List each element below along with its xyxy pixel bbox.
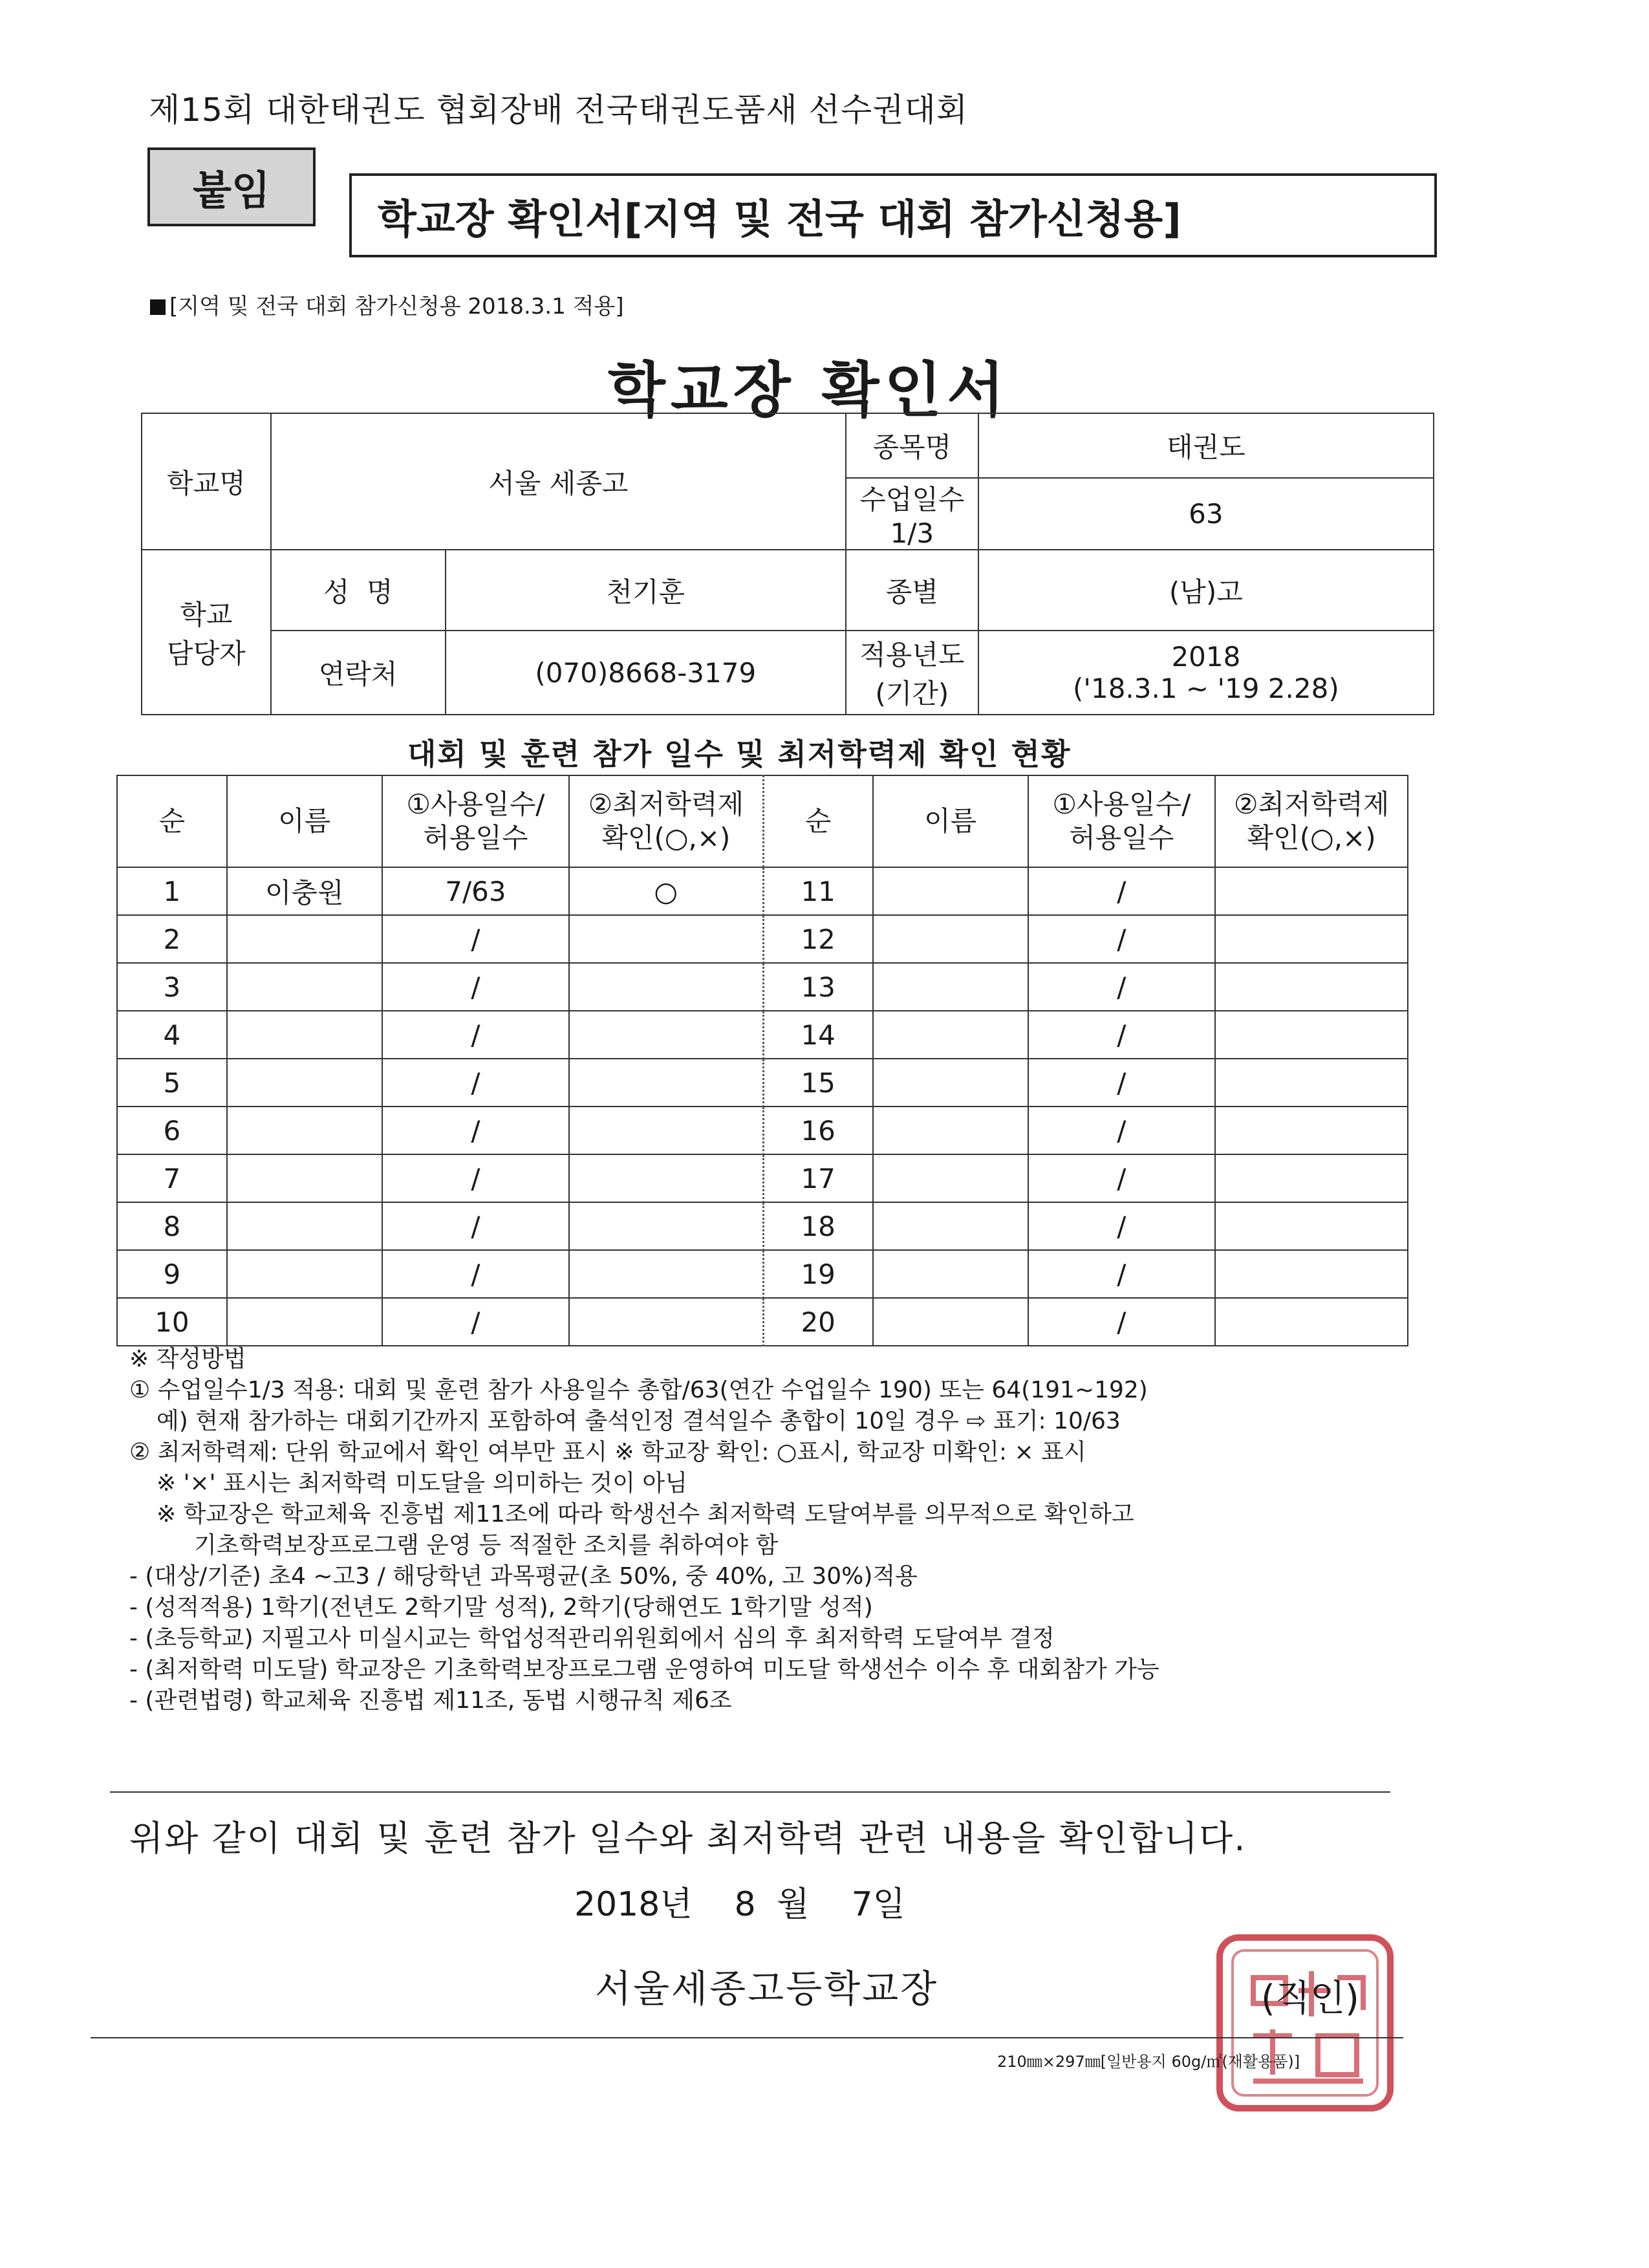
- row-check: [1215, 1202, 1408, 1250]
- row-days: /: [382, 1298, 570, 1346]
- status-table: [116, 775, 1408, 1346]
- note-line: - (최저학력 미도달) 학교장은 기초학력보장프로그램 운영하여 미도달 학생선수 이수 후 대회참가 가능: [129, 1656, 1159, 1683]
- note-line: - (성적적용) 1학기(전년도 2학기말 성적), 2학기(당해연도 1학기말 성적): [129, 1594, 873, 1621]
- divider: [110, 1791, 1390, 1793]
- row-days: /: [1028, 1059, 1216, 1107]
- table-row: [117, 963, 1408, 1011]
- row-days: /: [382, 1059, 570, 1107]
- row-name: [873, 867, 1028, 915]
- row-no: 8: [117, 1202, 227, 1250]
- manager-label: [142, 550, 271, 715]
- row-no: 19: [763, 1250, 873, 1298]
- header-name: 이름: [227, 775, 382, 867]
- row-name: [227, 1059, 382, 1107]
- contact-label: 연락처: [271, 631, 446, 715]
- row-check: [1215, 963, 1408, 1011]
- header-min-grade-line2: 확인(○,×): [601, 822, 731, 854]
- year-value-line1: 2018: [1171, 641, 1241, 673]
- sport-label: 종목명: [846, 413, 978, 478]
- manager-label-line1: 학교: [180, 598, 233, 631]
- row-days: /: [382, 1011, 570, 1059]
- issue-date: 2018년 8 월 7일: [574, 1885, 905, 1924]
- note-line: ※ 학교장은 학교체육 진흥법 제11조에 따라 학생선수 최저학력 도달여부를 의무적으로 확인하고: [156, 1501, 1134, 1528]
- header-days-line1: ①사용일수/: [406, 788, 545, 820]
- table-row: [117, 1011, 1408, 1059]
- class-days-label: [846, 478, 978, 550]
- table-row: [117, 1107, 1408, 1154]
- row-check: [569, 1059, 763, 1107]
- header-min-grade-line2: 확인(○,×): [1247, 822, 1376, 854]
- row-no: 3: [117, 963, 227, 1011]
- table-row: [117, 1250, 1408, 1298]
- row-days: /: [1028, 1202, 1216, 1250]
- seal-label: (직인): [1261, 1978, 1359, 2020]
- square-bullet-icon: [150, 299, 166, 315]
- row-name: [227, 963, 382, 1011]
- manager-label-line2: 담당자: [167, 637, 246, 669]
- row-days: /: [1028, 1298, 1216, 1346]
- contact-value: (070)8668-3179: [446, 631, 846, 715]
- year-value: [978, 631, 1434, 715]
- table-row: [117, 1202, 1408, 1250]
- row-no: 5: [117, 1059, 227, 1107]
- row-name: [873, 1107, 1028, 1154]
- row-name: [873, 963, 1028, 1011]
- row-no: 16: [763, 1107, 873, 1154]
- row-name: [227, 1298, 382, 1346]
- year-label-line2: (기간): [875, 678, 949, 709]
- row-days: /: [382, 963, 570, 1011]
- school-label: 학교명: [142, 413, 271, 550]
- row-check: [569, 915, 763, 963]
- row-check: [1215, 1011, 1408, 1059]
- attachment-badge: 붙임: [147, 147, 316, 226]
- row-no: 18: [763, 1202, 873, 1250]
- row-check: [1215, 1059, 1408, 1107]
- row-check: [1215, 1154, 1408, 1202]
- year-value-line2: ('18.3.1 ~ '19 2.28): [1073, 673, 1339, 704]
- table-row: [117, 867, 1408, 915]
- class-days-value: 63: [978, 478, 1434, 550]
- table-row: [117, 1059, 1408, 1107]
- apply-note: [150, 288, 624, 320]
- row-no: 17: [763, 1154, 873, 1202]
- header-min-grade-line1: ②최저학력제: [588, 788, 744, 820]
- apply-note-text: [지역 및 전국 대회 참가신청용 2018.3.1 적용]: [169, 294, 624, 319]
- info-table: [141, 413, 1434, 715]
- header-days: [382, 775, 570, 867]
- header-days-line1: ①사용일수/: [1052, 788, 1191, 820]
- row-no: 4: [117, 1011, 227, 1059]
- official-seal-icon: [1214, 1932, 1396, 2113]
- header-min-grade: [1215, 775, 1408, 867]
- sport-value: 태권도: [978, 413, 1434, 478]
- header-days-line2: 허용일수: [423, 822, 528, 854]
- note-line: 예) 현재 참가하는 대회기간까지 포함하여 출석인정 결석일수 총합이 10일 경우 ⇨ 표기: 10/63: [156, 1408, 1121, 1434]
- row-name: [873, 1298, 1028, 1346]
- row-name: [873, 1059, 1028, 1107]
- row-check: [569, 1298, 763, 1346]
- school-value: 서울 세종고: [271, 413, 846, 550]
- row-no: 7: [117, 1154, 227, 1202]
- row-no: 20: [763, 1298, 873, 1346]
- row-check: [1215, 1298, 1408, 1346]
- row-no: 15: [763, 1059, 873, 1107]
- row-name: [227, 1202, 382, 1250]
- row-no: 12: [763, 915, 873, 963]
- confirmation-statement: 위와 같이 대회 및 훈련 참가 일수와 최저학력 관련 내용을 확인합니다.: [129, 1818, 1247, 1859]
- note-line: ② 최저학력제: 단위 학교에서 확인 여부만 표시 ※ 학교장 확인: ○표시, 학교장 미확인: × 표시: [129, 1439, 1086, 1465]
- row-name: [227, 1011, 382, 1059]
- divider: [91, 2037, 1403, 2038]
- row-days: /: [1028, 963, 1216, 1011]
- row-name: [873, 1202, 1028, 1250]
- row-name: [873, 915, 1028, 963]
- row-name: [227, 1107, 382, 1154]
- note-line: ① 수업일수1/3 적용: 대회 및 훈련 참가 사용일수 총합/63(연간 수업일수 190) 또는 64(191~192): [129, 1377, 1148, 1403]
- note-line: - (관련법령) 학교체육 진흥법 제11조, 동법 시행규칙 제6조: [129, 1687, 732, 1714]
- name-label: 성 명: [271, 550, 446, 631]
- paper-spec: 210㎜×297㎜[일반용지 60g/㎡(재활용품)]: [997, 2053, 1300, 2071]
- row-name: [873, 1154, 1028, 1202]
- row-days: /: [1028, 915, 1216, 963]
- header-name: 이름: [873, 775, 1028, 867]
- status-section-title: 대회 및 훈련 참가 일수 및 최저학력제 확인 현황: [407, 737, 1072, 772]
- row-no: 11: [763, 867, 873, 915]
- row-check: [1215, 1250, 1408, 1298]
- status-header-row: [117, 775, 1408, 867]
- table-row: [117, 1154, 1408, 1202]
- row-days: /: [1028, 1107, 1216, 1154]
- class-days-label-line2: 1/3: [890, 517, 934, 549]
- form-title: 학교장 확인서[지역 및 전국 대회 참가신청용]: [349, 173, 1437, 257]
- row-no: 14: [763, 1011, 873, 1059]
- row-days: /: [1028, 1250, 1216, 1298]
- table-row: [117, 1298, 1408, 1346]
- year-label: [846, 631, 978, 715]
- row-days: /: [1028, 1011, 1216, 1059]
- writing-instructions: [129, 1344, 1423, 1716]
- row-no: 6: [117, 1107, 227, 1154]
- header-min-grade: [569, 775, 763, 867]
- header-no: 순: [117, 775, 227, 867]
- document-title: 학교장 확인서: [608, 356, 1010, 425]
- row-check: [1215, 867, 1408, 915]
- row-name: [873, 1011, 1028, 1059]
- header-min-grade-line1: ②최저학력제: [1233, 788, 1390, 820]
- row-days: /: [1028, 867, 1216, 915]
- row-check: [569, 1250, 763, 1298]
- note-line: - (대상/기준) 초4 ~고3 / 해당학년 과목평균(초 50%, 중 40%, 고 30%)적용: [129, 1563, 918, 1590]
- row-check: [569, 1107, 763, 1154]
- note-line: 기초학력보장프로그램 운영 등 적절한 조치를 취하여야 함: [194, 1532, 779, 1559]
- name-value: 천기훈: [446, 550, 846, 631]
- row-no: 10: [117, 1298, 227, 1346]
- note-line: - (초등학교) 지필고사 미실시교는 학업성적관리위원회에서 심의 후 최저학력 도달여부 결정: [129, 1625, 1055, 1652]
- row-no: 9: [117, 1250, 227, 1298]
- row-days: 7/63: [382, 867, 570, 915]
- notes-heading: ※ 작성방법: [129, 1346, 246, 1372]
- row-days: /: [382, 915, 570, 963]
- row-name: [227, 1154, 382, 1202]
- row-name: 이충원: [227, 867, 382, 915]
- principal-name: 서울세종고등학교장: [595, 1967, 939, 2011]
- row-days: /: [382, 1107, 570, 1154]
- header-no: 순: [763, 775, 873, 867]
- row-days: /: [382, 1154, 570, 1202]
- row-check: [569, 1202, 763, 1250]
- row-check: [1215, 1107, 1408, 1154]
- row-name: [227, 915, 382, 963]
- row-days: /: [382, 1250, 570, 1298]
- gender-label: 종별: [846, 550, 978, 631]
- table-row: [117, 915, 1408, 963]
- row-name: [873, 1250, 1028, 1298]
- row-check: [569, 1011, 763, 1059]
- row-check: [569, 1154, 763, 1202]
- row-check: [569, 963, 763, 1011]
- row-check: [1215, 915, 1408, 963]
- row-no: 13: [763, 963, 873, 1011]
- header-days-line2: 허용일수: [1069, 822, 1174, 854]
- gender-value: (남)고: [978, 550, 1434, 631]
- row-days: /: [382, 1202, 570, 1250]
- row-no: 1: [117, 867, 227, 915]
- class-days-label-line1: 수업일수: [859, 484, 965, 515]
- event-title: 제15회 대한태권도 협회장배 전국태권도품새 선수권대회: [149, 91, 969, 129]
- header-days: [1028, 775, 1216, 867]
- row-days: /: [1028, 1154, 1216, 1202]
- row-no: 2: [117, 915, 227, 963]
- year-label-line1: 적용년도: [859, 639, 965, 671]
- row-name: [227, 1250, 382, 1298]
- row-check: ○: [569, 867, 763, 915]
- note-line: ※ '×' 표시는 최저학력 미도달을 의미하는 것이 아님: [156, 1470, 687, 1496]
